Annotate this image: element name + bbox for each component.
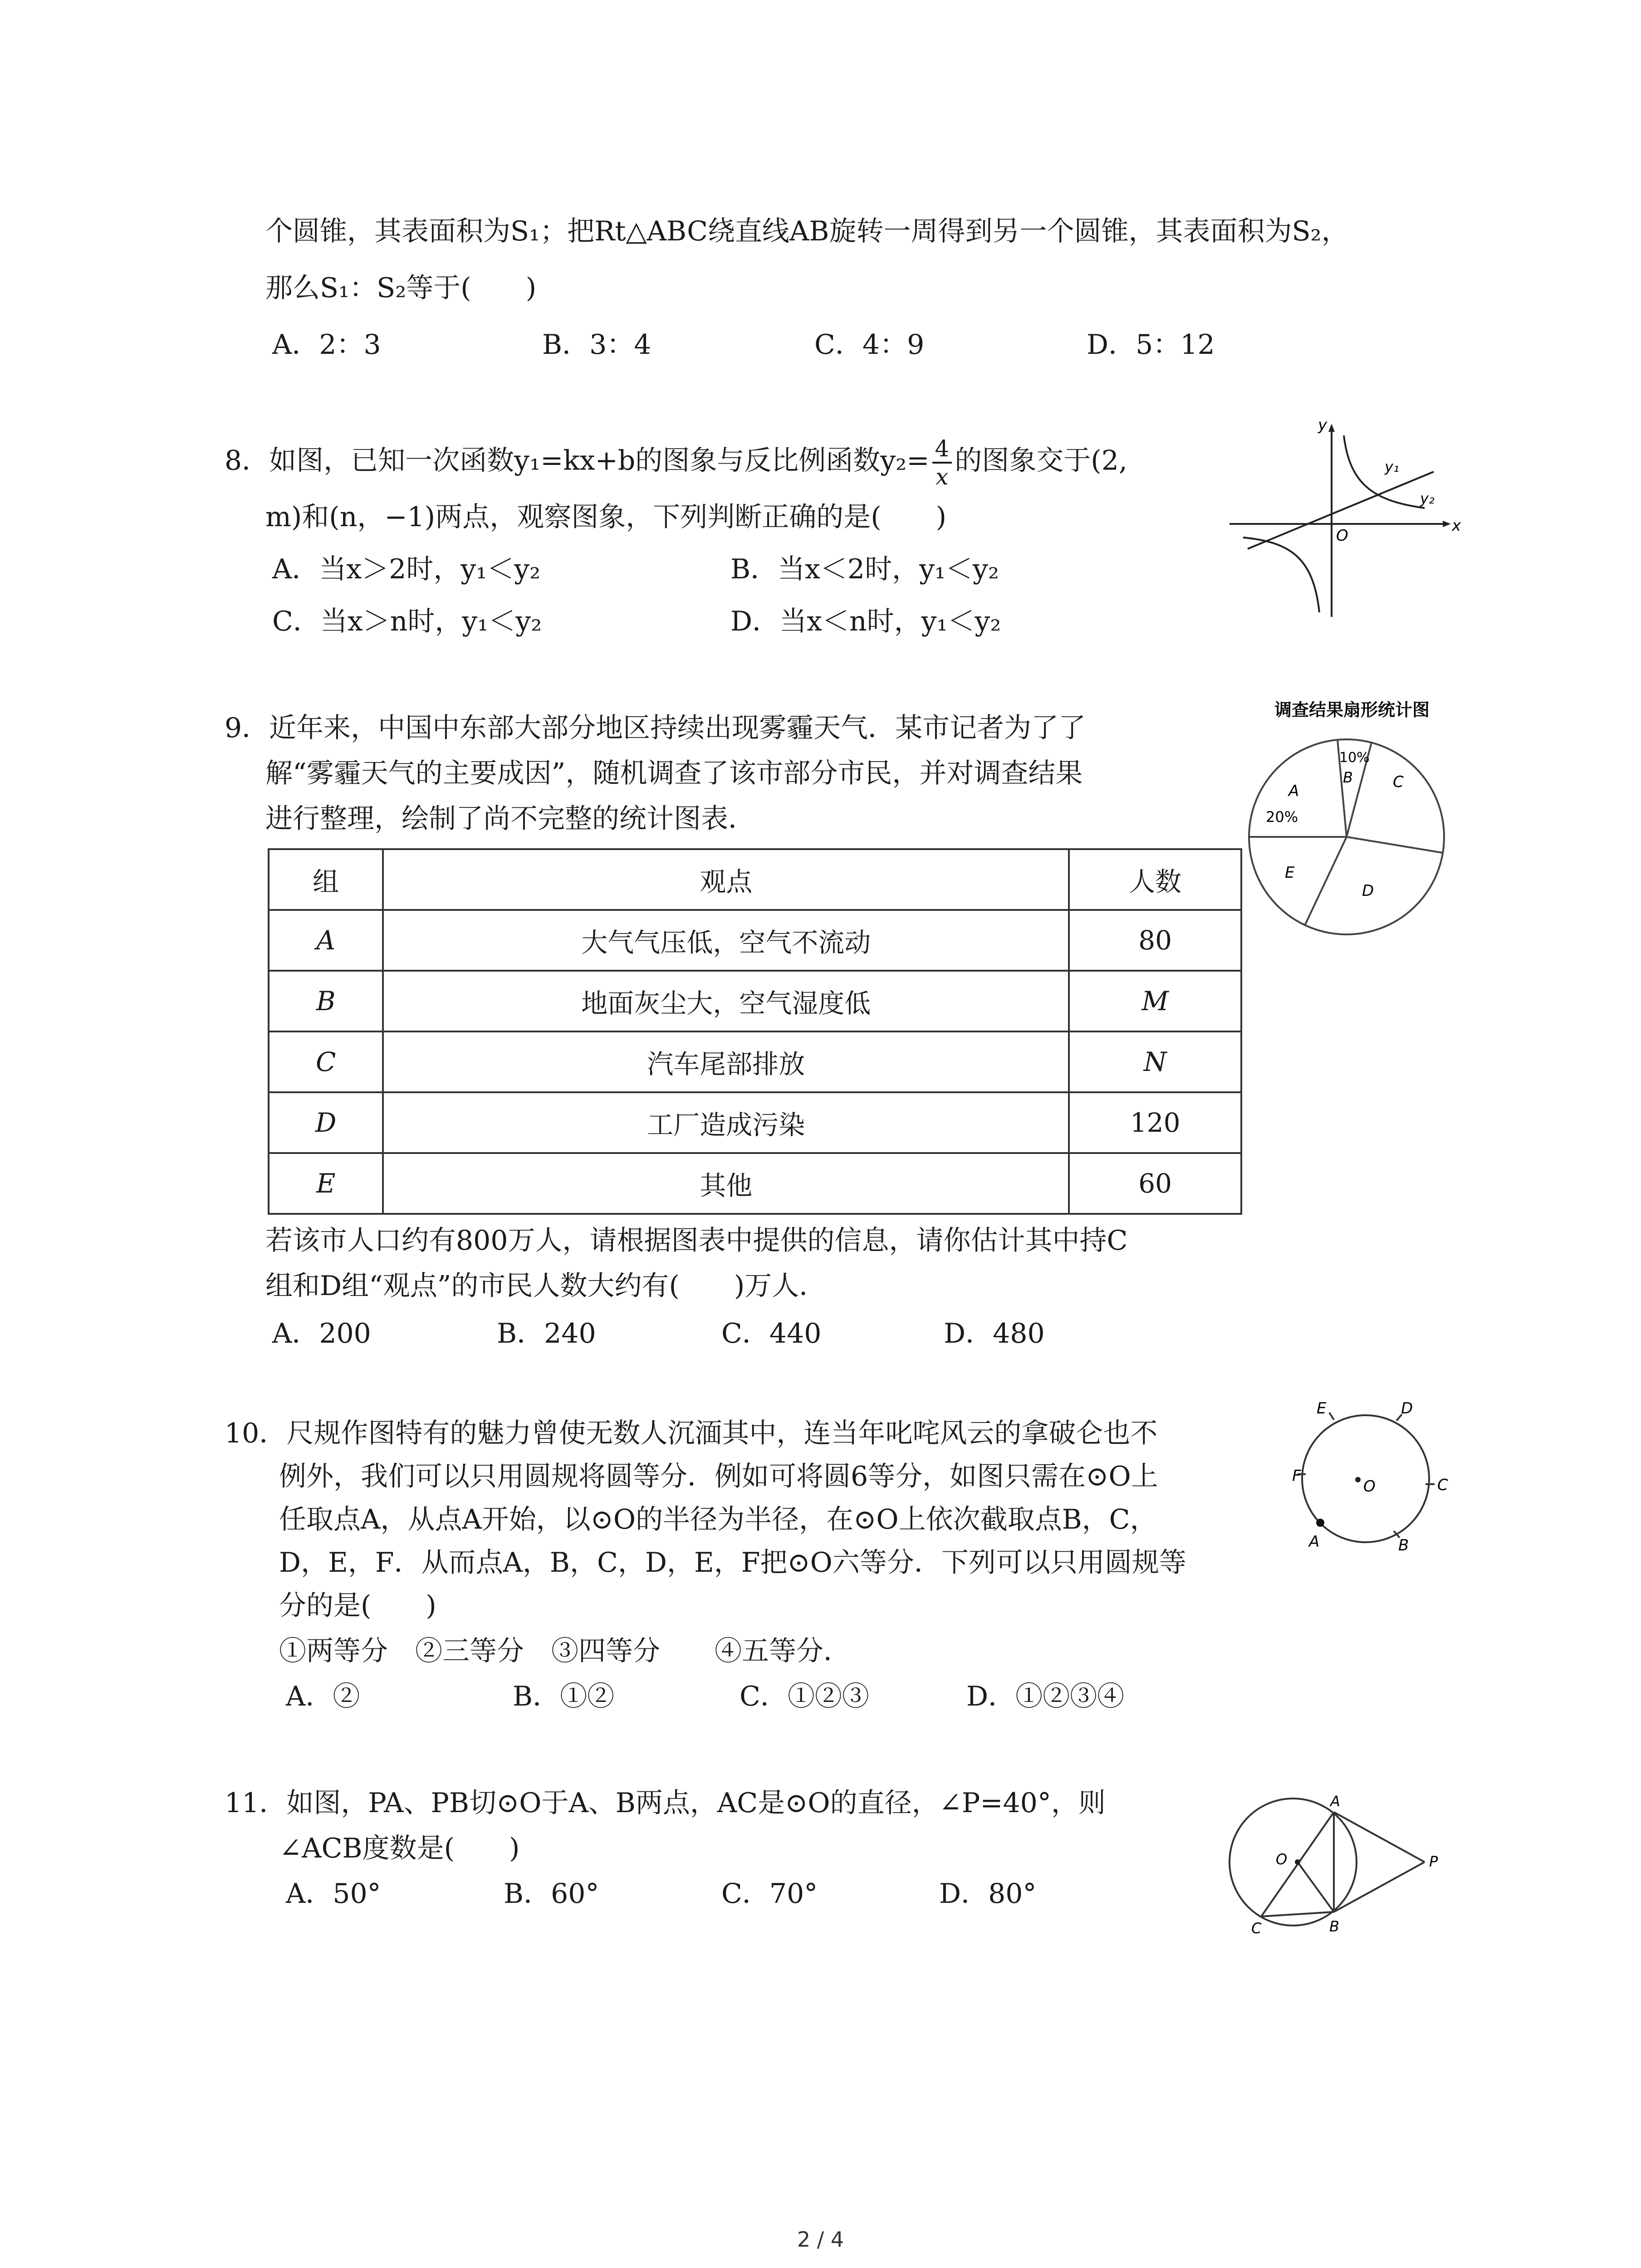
q11-option-c: C．70° (721, 1878, 818, 1910)
pie-label-e: E (1285, 864, 1295, 882)
table-cell-view: 地面灰尘大，空气湿度低 (383, 971, 1069, 1031)
q10-tick-mark (1329, 1413, 1334, 1420)
q10-option-d: D．①②③④ (966, 1681, 1125, 1712)
q11-line2: ∠ACB度数是( ) (279, 1833, 520, 1864)
pie-title: 调查结果扇形统计图 (1274, 700, 1430, 720)
q11-label-p: P (1429, 1853, 1438, 1870)
table-cell-group: A (269, 910, 383, 971)
q10-point-a (1316, 1519, 1324, 1527)
q9-line5: 组和D组“观点”的市民人数大约有( )万人． (265, 1270, 827, 1302)
pie-label-c: C (1393, 773, 1404, 791)
q10-label-e: E (1317, 1399, 1327, 1418)
q11-line1: 11．如图，PA、PB切⊙O于A、B两点，AC是⊙O的直径，∠P=40°，则 (225, 1787, 1106, 1819)
table-cell-group: E (269, 1153, 383, 1214)
q8-fraction-numerator: 4 (932, 435, 952, 464)
q11-option-d: D．80° (939, 1878, 1037, 1910)
q8-function-graph (1225, 417, 1461, 626)
table-cell-view: 工厂造成污染 (383, 1092, 1069, 1153)
page-number: 2 / 4 (797, 2227, 844, 2252)
q10-line2: 例外，我们可以只用圆规将圆等分．例如可将圆6等分，如图只需在⊙O上 (279, 1461, 1158, 1492)
table-cell-count: 60 (1069, 1153, 1241, 1214)
q10-center-point (1355, 1477, 1361, 1482)
table-header-view: 观点 (383, 849, 1069, 910)
q10-label-b: B (1398, 1536, 1409, 1554)
q8-label-y: y (1318, 416, 1327, 434)
q8-x-arrow-icon (1443, 521, 1451, 527)
q10-line3: 任取点A，从点A开始，以⊙O的半径为半径，在⊙O上依次截取点B，C， (279, 1504, 1157, 1535)
pie-label-a: A (1288, 782, 1299, 800)
q11-label-a: A (1330, 1793, 1340, 1810)
q11-label-o: O (1276, 1851, 1288, 1868)
q8-option-b: B．当x＜2时，y₁＜y₂ (730, 553, 999, 585)
table-header-group: 组 (269, 849, 383, 910)
table-header-count: 人数 (1069, 849, 1241, 910)
q8-line1 (225, 435, 1127, 490)
q8-label-origin: O (1336, 527, 1348, 545)
table-cell-count: N (1069, 1031, 1241, 1092)
q7-option-d: D．5：12 (1087, 329, 1215, 361)
q11-tangent-figure (1225, 1778, 1461, 1955)
pie-label-b: B (1343, 769, 1353, 786)
q7-line2: 那么S₁：S₂等于( ) (265, 272, 537, 304)
q9-pie-chart (1243, 694, 1461, 948)
q11-circle (1230, 1799, 1357, 1926)
q10-label-f: F (1292, 1467, 1301, 1485)
q7-line1: 个圆锥，其表面积为S₁；把Rt△ABC绕直线AB旋转一周得到另一个圆锥，其表面积为S₂， (265, 215, 1349, 247)
q7-option-a: A．2：3 (272, 329, 381, 361)
table-row (269, 910, 1241, 971)
pie-label-a-percent: 20% (1266, 808, 1298, 826)
q8-fraction (932, 435, 952, 490)
table-row (269, 1153, 1241, 1214)
table-row (269, 1092, 1241, 1153)
pie-label-d: D (1362, 882, 1374, 900)
q9-survey-table (268, 848, 1242, 1215)
q10-option-b: B．①② (513, 1681, 615, 1712)
q8-label-y1: y₁ (1385, 458, 1399, 475)
q9-option-c: C．440 (721, 1318, 822, 1349)
q8-fraction-denominator: x (936, 464, 949, 490)
q10-line5: 分的是( ) (279, 1590, 436, 1622)
q8-y-arrow-icon (1328, 424, 1335, 432)
q11-tangent-pb (1334, 1862, 1425, 1912)
table-cell-count: 120 (1069, 1092, 1241, 1153)
pie-sector-line (1305, 837, 1347, 925)
table-cell-view: 汽车尾部排放 (383, 1031, 1069, 1092)
q10-line6: ①两等分 ②三等分 ③四等分 ④五等分． (279, 1635, 851, 1667)
q7-option-b: B．3：4 (542, 329, 652, 361)
q9-option-d: D．480 (944, 1318, 1045, 1349)
q8-option-a: A．当x＞2时，y₁＜y₂ (272, 553, 541, 585)
table-cell-group: B (269, 971, 383, 1031)
q9-option-b: B．240 (497, 1318, 596, 1349)
q9-line4: 若该市人口约有800万人，请根据图表中提供的信息，请你估计其中持C (265, 1225, 1128, 1256)
q8-hyperbola-lower (1243, 538, 1319, 612)
q11-radius-ob (1298, 1862, 1334, 1912)
q9-option-a: A．200 (272, 1318, 371, 1349)
q8-option-d: D．当x＜n时，y₁＜y₂ (730, 606, 1001, 637)
table-cell-group: C (269, 1031, 383, 1092)
q9-line2: 解“雾霾天气的主要成因”，随机调查了该市部分市民，并对调查结果 (265, 758, 1083, 789)
q8-line2: m)和(n，−1)两点，观察图象，下列判断正确的是( ) (265, 501, 947, 533)
table-cell-group: D (269, 1092, 383, 1153)
q11-tangent-pa (1334, 1812, 1425, 1862)
q8-line1-a: 8．如图，已知一次函数y₁=kx+b的图象与反比例函数y₂= (225, 445, 930, 477)
q8-line1-b: 的图象交于(2, (955, 445, 1127, 477)
q10-label-o: O (1363, 1477, 1376, 1496)
q10-label-a: A (1309, 1533, 1320, 1551)
q9-line1: 9．近年来，中国中东部大部分地区持续出现雾霾天气．某市记者为了了 (225, 712, 1086, 744)
q10-option-c: C．①②③ (740, 1681, 869, 1712)
pie-label-b-percent: 10% (1339, 750, 1370, 766)
table-row (269, 1031, 1241, 1092)
q9-line3: 进行整理，绘制了尚不完整的统计图表． (265, 803, 755, 835)
q10-option-a: A．② (286, 1681, 360, 1712)
table-row (269, 971, 1241, 1031)
q8-option-c: C．当x＞n时，y₁＜y₂ (272, 606, 542, 637)
table-cell-count: M (1069, 971, 1241, 1031)
q11-label-c: C (1251, 1920, 1262, 1937)
q7-option-c: C．4：9 (814, 329, 925, 361)
q10-label-c: C (1437, 1476, 1448, 1494)
q10-line4: D，E，F．从而点A，B，C，D，E，F把⊙O六等分．下列可以只用圆规等 (279, 1547, 1186, 1579)
q11-chord-cb (1261, 1912, 1334, 1916)
q11-option-a: A．50° (286, 1878, 381, 1910)
q10-line1: 10．尺规作图特有的魅力曾使无数人沉湎其中，连当年叱咤风云的拿破仑也不 (225, 1418, 1158, 1449)
q8-label-x: x (1452, 517, 1461, 535)
q11-option-b: B．60° (504, 1878, 599, 1910)
table-header-row (269, 849, 1241, 910)
q11-center-point (1295, 1859, 1300, 1865)
table-cell-count: 80 (1069, 910, 1241, 971)
table-cell-view: 其他 (383, 1153, 1069, 1214)
pie-sector-line (1347, 837, 1443, 853)
q8-hyperbola-upper (1344, 435, 1425, 508)
q8-label-y2: y₂ (1420, 490, 1435, 507)
q10-label-d: D (1401, 1399, 1413, 1418)
table-cell-view: 大气气压低，空气不流动 (383, 910, 1069, 971)
q11-label-b: B (1329, 1918, 1339, 1935)
q10-circle-figure (1293, 1397, 1465, 1560)
